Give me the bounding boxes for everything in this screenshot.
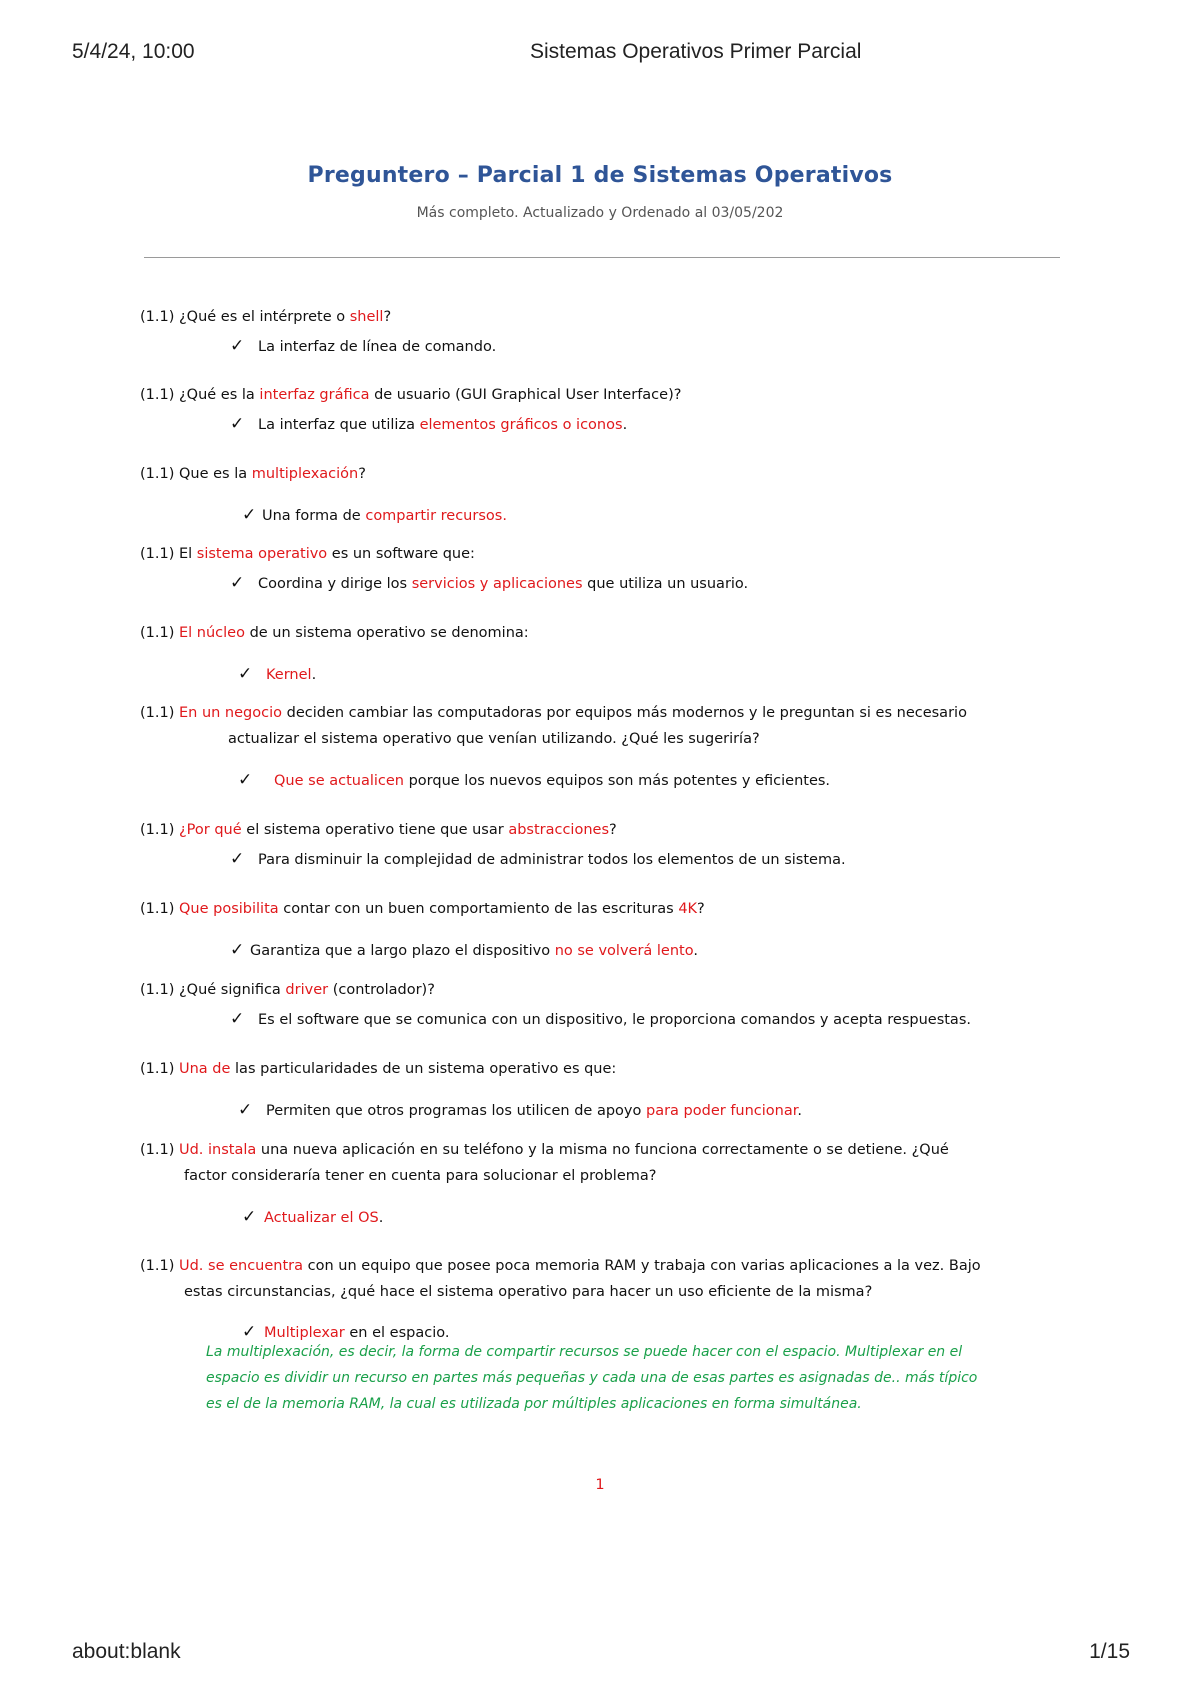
check-icon: ✓ xyxy=(238,664,253,684)
answer-1: ✓ La interfaz de línea de comando. xyxy=(230,336,497,356)
check-icon: ✓ xyxy=(242,1207,257,1227)
print-timestamp: 5/4/24, 10:00 xyxy=(72,40,195,63)
title-divider xyxy=(144,257,1060,258)
check-icon: ✓ xyxy=(242,1322,257,1342)
answer-3: ✓ Una forma de compartir recursos. xyxy=(242,505,507,525)
check-icon: ✓ xyxy=(238,1100,253,1120)
question-3: (1.1) Que es la multiplexación? xyxy=(140,466,366,482)
answer-6: ✓ Que se actualicen porque los nuevos equipos son más potentes y eficientes. xyxy=(238,770,831,790)
print-page-count: 1/15 xyxy=(1089,1640,1130,1663)
check-icon: ✓ xyxy=(238,770,253,790)
answer-12: ✓ Multiplexar en el espacio. xyxy=(242,1322,450,1342)
document-page-number: 1 xyxy=(595,1477,605,1493)
question-12: (1.1) Ud. se encuentra con un equipo que posee poca memoria RAM y trabaja con varias aplicaciones a la vez. Bajo xyxy=(140,1258,981,1274)
question-11-continued: factor consideraría tener en cuenta para solucionar el problema? xyxy=(184,1168,657,1184)
check-icon: ✓ xyxy=(230,940,245,960)
question-1: (1.1) ¿Qué es el intérprete o shell? xyxy=(140,309,392,325)
question-7: (1.1) ¿Por qué el sistema operativo tiene que usar abstracciones? xyxy=(140,822,617,838)
check-icon: ✓ xyxy=(230,573,245,593)
question-4: (1.1) El sistema operativo es un software que: xyxy=(140,546,475,562)
question-6: (1.1) En un negocio deciden cambiar las computadoras por equipos más modernos y le preguntan si es necesario xyxy=(140,705,967,721)
question-9: (1.1) ¿Qué significa driver (controlador)? xyxy=(140,982,435,998)
question-8: (1.1) Que posibilita contar con un buen comportamiento de las escrituras 4K? xyxy=(140,901,705,917)
check-icon: ✓ xyxy=(230,1009,245,1029)
answer-7: ✓ Para disminuir la complejidad de administrar todos los elementos de un sistema. xyxy=(230,849,846,869)
answer-10: ✓ Permiten que otros programas los utilicen de apoyo para poder funcionar. xyxy=(238,1100,802,1120)
answer-5: ✓ Kernel. xyxy=(238,664,317,684)
question-11: (1.1) Ud. instala una nueva aplicación en su teléfono y la misma no funciona correctamente o se detiene. ¿Qué xyxy=(140,1142,949,1158)
answer-8: ✓ Garantiza que a largo plazo el dispositivo no se volverá lento. xyxy=(230,940,698,960)
answer-9: ✓ Es el software que se comunica con un dispositivo, le proporciona comandos y acepta respuestas. xyxy=(230,1009,971,1029)
question-12-continued: estas circunstancias, ¿qué hace el sistema operativo para hacer un uso eficiente de la misma? xyxy=(184,1284,873,1300)
answer-2: ✓ La interfaz que utiliza elementos gráficos o iconos. xyxy=(230,414,628,434)
document-title: Preguntero – Parcial 1 de Sistemas Operativos xyxy=(307,163,893,188)
answer-11: ✓ Actualizar el OS. xyxy=(242,1207,384,1227)
check-icon: ✓ xyxy=(242,505,257,525)
answer-4: ✓ Coordina y dirige los servicios y aplicaciones que utiliza un usuario. xyxy=(230,573,749,593)
check-icon: ✓ xyxy=(230,849,245,869)
check-icon: ✓ xyxy=(230,414,245,434)
print-footer xyxy=(0,1640,1200,1680)
question-6-continued: actualizar el sistema operativo que venían utilizando. ¿Qué les sugeriría? xyxy=(228,731,760,747)
question-5: (1.1) El núcleo de un sistema operativo se denomina: xyxy=(140,625,529,641)
print-header xyxy=(0,40,1200,80)
document-subtitle: Más completo. Actualizado y Ordenado al 03/05/202 xyxy=(416,205,784,221)
question-2: (1.1) ¿Qué es la interfaz gráfica de usuario (GUI Graphical User Interface)? xyxy=(140,387,682,403)
check-icon: ✓ xyxy=(230,336,245,356)
print-page-title: Sistemas Operativos Primer Parcial xyxy=(530,40,862,63)
question-10: (1.1) Una de las particularidades de un sistema operativo es que: xyxy=(140,1061,617,1077)
print-url: about:blank xyxy=(72,1640,181,1663)
explanation-12: La multiplexación, es decir, la forma de compartir recursos se puede hacer con el espacio. Multiplexar en el espacio es dividir un recurso en partes más pequeñas y cada una de esas partes es asignadas de.. más típico es el de la memoria RAM, la cual es utilizada por múltiples aplicaciones en forma simultánea. xyxy=(206,1344,978,1412)
